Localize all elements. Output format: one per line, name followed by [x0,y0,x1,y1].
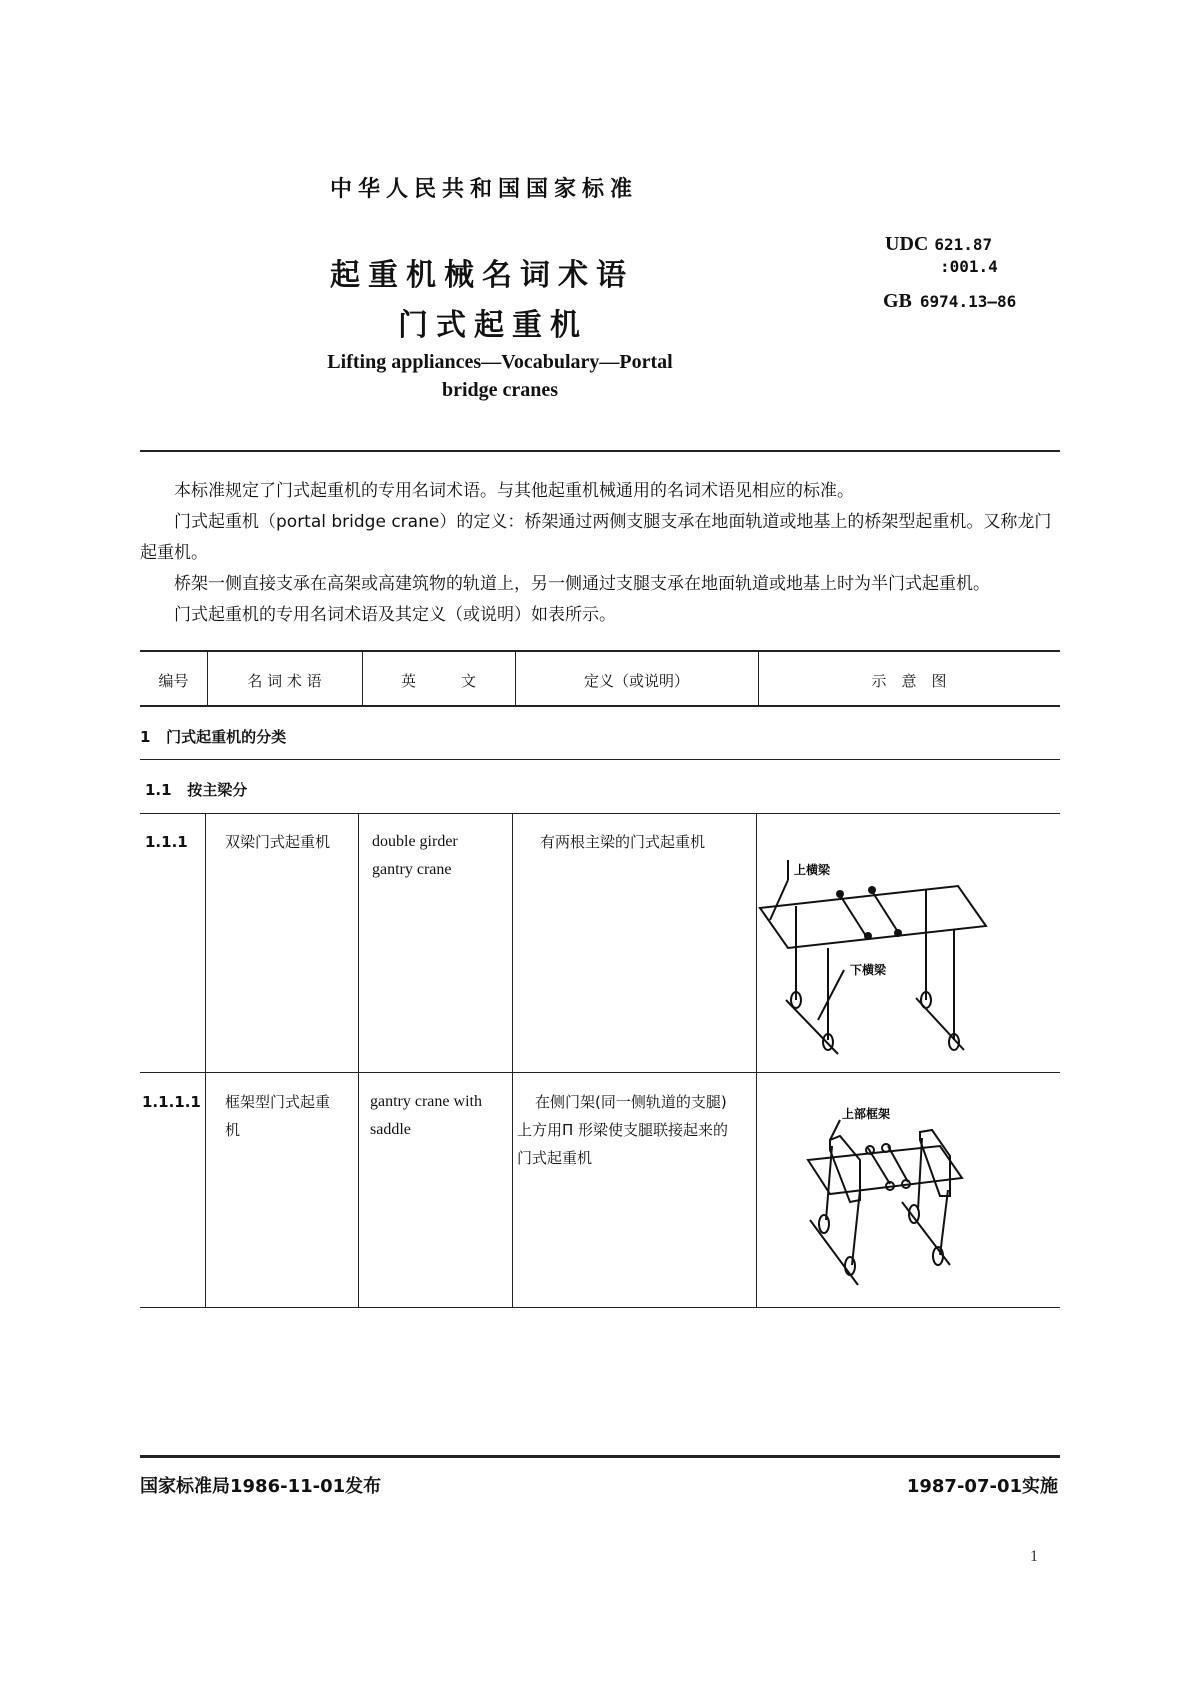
row-english-line1: double girder [372,833,458,850]
document-title-line2: 门式起重机 [398,308,588,343]
figure-label-lower-crossbeam: 下横梁 [850,963,887,977]
table-bottom-border [140,1307,1060,1308]
header-number: 编号 [158,672,189,690]
country-standard-heading: 中华人民共和国国家标准 [330,177,639,202]
intro-text [140,476,1060,631]
page-number: 1 [1030,1548,1038,1565]
row-definition-line3: 门式起重机 [517,1149,593,1167]
col-divider [756,814,757,1307]
section-title: 门式起重机的分类 [166,728,287,746]
english-title-line2: bridge cranes [441,379,559,401]
figure-label-upper-crossbeam: 上横梁 [794,863,831,877]
section-divider [140,759,1060,760]
gb-value: 6974.13—86 [919,292,1017,311]
row-english-line2: gantry crane [372,861,452,878]
row-number: 1.1.1.1 [142,1093,201,1111]
row-term-line1: 框架型门式起重 [225,1093,331,1111]
row-definition-line2: 上方用Π 形梁使支腿联接起来的 [517,1121,729,1139]
intro-paragraph: 桥架一侧直接支承在高架或高建筑物的轨道上，另一侧通过支腿支承在地面轨道或地基上时为半门式起重机。 [174,574,990,594]
row-number: 1.1.1 [145,833,188,851]
section-heading [140,726,286,747]
row-divider [140,1072,1060,1073]
row-definition: 有两根主梁的门式起重机 [540,833,706,851]
footer-divider [140,1455,1060,1458]
col-divider [358,814,359,1307]
header-term: 名 词 术 语 [247,672,322,690]
header-diagram: 示 意 图 [871,672,947,690]
header-definition: 定义（或说明） [583,672,689,690]
intro-paragraph: 门式起重机的专用名词术语及其定义（或说明）如表所示。 [174,605,616,625]
row-term-line2: 机 [225,1121,241,1139]
row-english-line1: gantry crane with [370,1093,482,1110]
col-divider [205,814,206,1307]
udc-label: UDC [885,233,929,255]
table-header-bottom-border [140,705,1060,707]
table-top-border [140,650,1060,652]
subsection-title: 按主梁分 [187,781,248,799]
double-girder-gantry-diagram [758,850,988,1060]
udc-value-line2: :001.4 [940,257,998,276]
udc-value: 621.87 [934,235,993,254]
header-divider [140,450,1060,452]
subsection-divider [140,813,1060,814]
udc-code [885,233,992,256]
gantry-crane-saddle-icon [790,1090,990,1300]
intro-paragraph: 本标准规定了门式起重机的专用名词术语。与其他起重机械通用的名词术语见相应的标准。 [174,481,854,501]
figure-label-upper-frame: 上部框架 [842,1107,891,1121]
gb-code [883,290,1016,313]
issue-date: 国家标准局1986-11-01发布 [140,1476,382,1497]
col-divider [512,814,513,1307]
gb-label: GB [883,290,912,312]
subsection-heading [145,779,247,800]
framed-gantry-diagram [790,1090,990,1300]
row-english-line2: saddle [370,1121,411,1138]
row-definition-line1: 在侧门架(同一侧轨道的支腿) [535,1093,727,1111]
effective-date: 1987-07-01实施 [906,1476,1058,1497]
gantry-crane-icon [758,850,988,1060]
header-english: 英 文 [400,672,476,690]
section-number: 1 [140,728,151,746]
intro-paragraph: 门式起重机（portal bridge crane）的定义：桥架通过两侧支腿支承在地面轨道或地基上的桥架型起重机。又称龙门起重机。 [140,512,1052,563]
document-title-line1: 起重机械名词术语 [330,258,634,293]
english-title [250,348,750,404]
row-term: 双梁门式起重机 [225,833,331,851]
english-title-line1: Lifting appliances—Vocabulary—Portal [327,351,673,373]
subsection-number: 1.1 [145,781,172,799]
